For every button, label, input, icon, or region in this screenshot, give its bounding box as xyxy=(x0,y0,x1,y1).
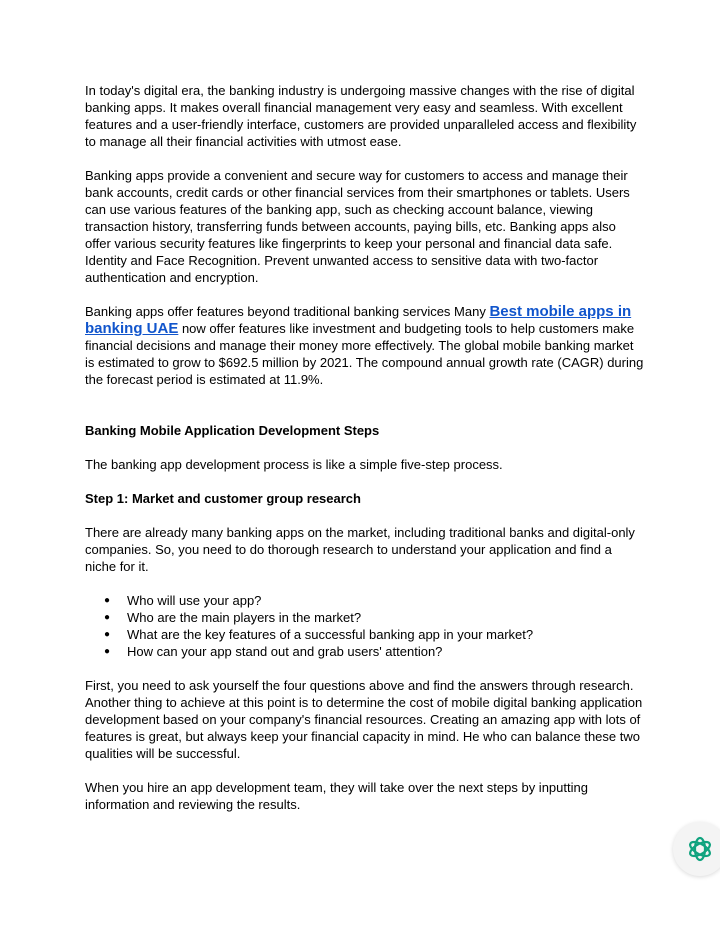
assistant-badge[interactable] xyxy=(673,822,720,876)
intro-paragraph: In today's digital era, the banking industry is undergoing massive changes with the rise of digital banking apps. It makes overall financial management very easy and seamless. With excellent features and a user-friendly interface, customers are provided unparalleled access and flexibility to manage all their financial activities with utmost ease. xyxy=(85,83,637,149)
best-mobile-apps-link[interactable]: Best mobile apps in banking UAE xyxy=(85,303,632,337)
list-item: ● Who will use your app? xyxy=(104,592,645,609)
features-text-after: now offer features like investment and budgeting tools to help customers make financial decisions and manage their money more effectively. The global mobile banking market is estimated to grow to $692.5 million by 2021. The compound annual growth rate (CAGR) during the forecast period is estimated at 11.9%. xyxy=(85,321,644,387)
openai-logo-icon xyxy=(685,834,715,864)
step-1-heading: Step 1: Market and customer group research xyxy=(85,491,361,506)
list-item: ● How can your app stand out and grab users' attention? xyxy=(104,643,645,660)
features-paragraph xyxy=(85,303,645,388)
document-body xyxy=(85,82,645,813)
features-text-before: Banking apps offer features beyond traditional banking services Many xyxy=(85,304,490,319)
research-paragraph: There are already many banking apps on the market, including traditional banks and digital-only companies. So, you need to do thorough research to understand your application and find a niche for it. xyxy=(85,525,635,574)
hire-team-paragraph: When you hire an app development team, they will take over the next steps by inputting information and reviewing the results. xyxy=(85,780,588,812)
questions-list xyxy=(85,592,645,660)
list-item: ● What are the key features of a successful banking app in your market? xyxy=(104,626,645,643)
process-paragraph: The banking app development process is like a simple five-step process. xyxy=(85,457,503,472)
banking-apps-paragraph: Banking apps provide a convenient and secure way for customers to access and manage their bank accounts, credit cards or other financial services from their smartphones or tablets. Users can use various features of the banking app, such as checking account balance, viewing transaction history, transferring funds between accounts, paying bills, etc. Banking apps also offer various security features like fingerprints to keep your personal and financial data safe. Identity and Face Recognition. Prevent unwanted access to sensitive data with two-factor authentication and encryption. xyxy=(85,168,630,285)
list-item: ● Who are the main players in the market? xyxy=(104,609,645,626)
cost-paragraph: First, you need to ask yourself the four questions above and find the answers through research. Another thing to achieve at this point is to determine the cost of mobile digital banking application development based on your company's financial resources. Creating an amazing app with lots of features is great, but always keep your financial capacity in mind. He who can balance these two qualities will be successful. xyxy=(85,678,643,761)
section-heading: Banking Mobile Application Development Steps xyxy=(85,423,380,438)
